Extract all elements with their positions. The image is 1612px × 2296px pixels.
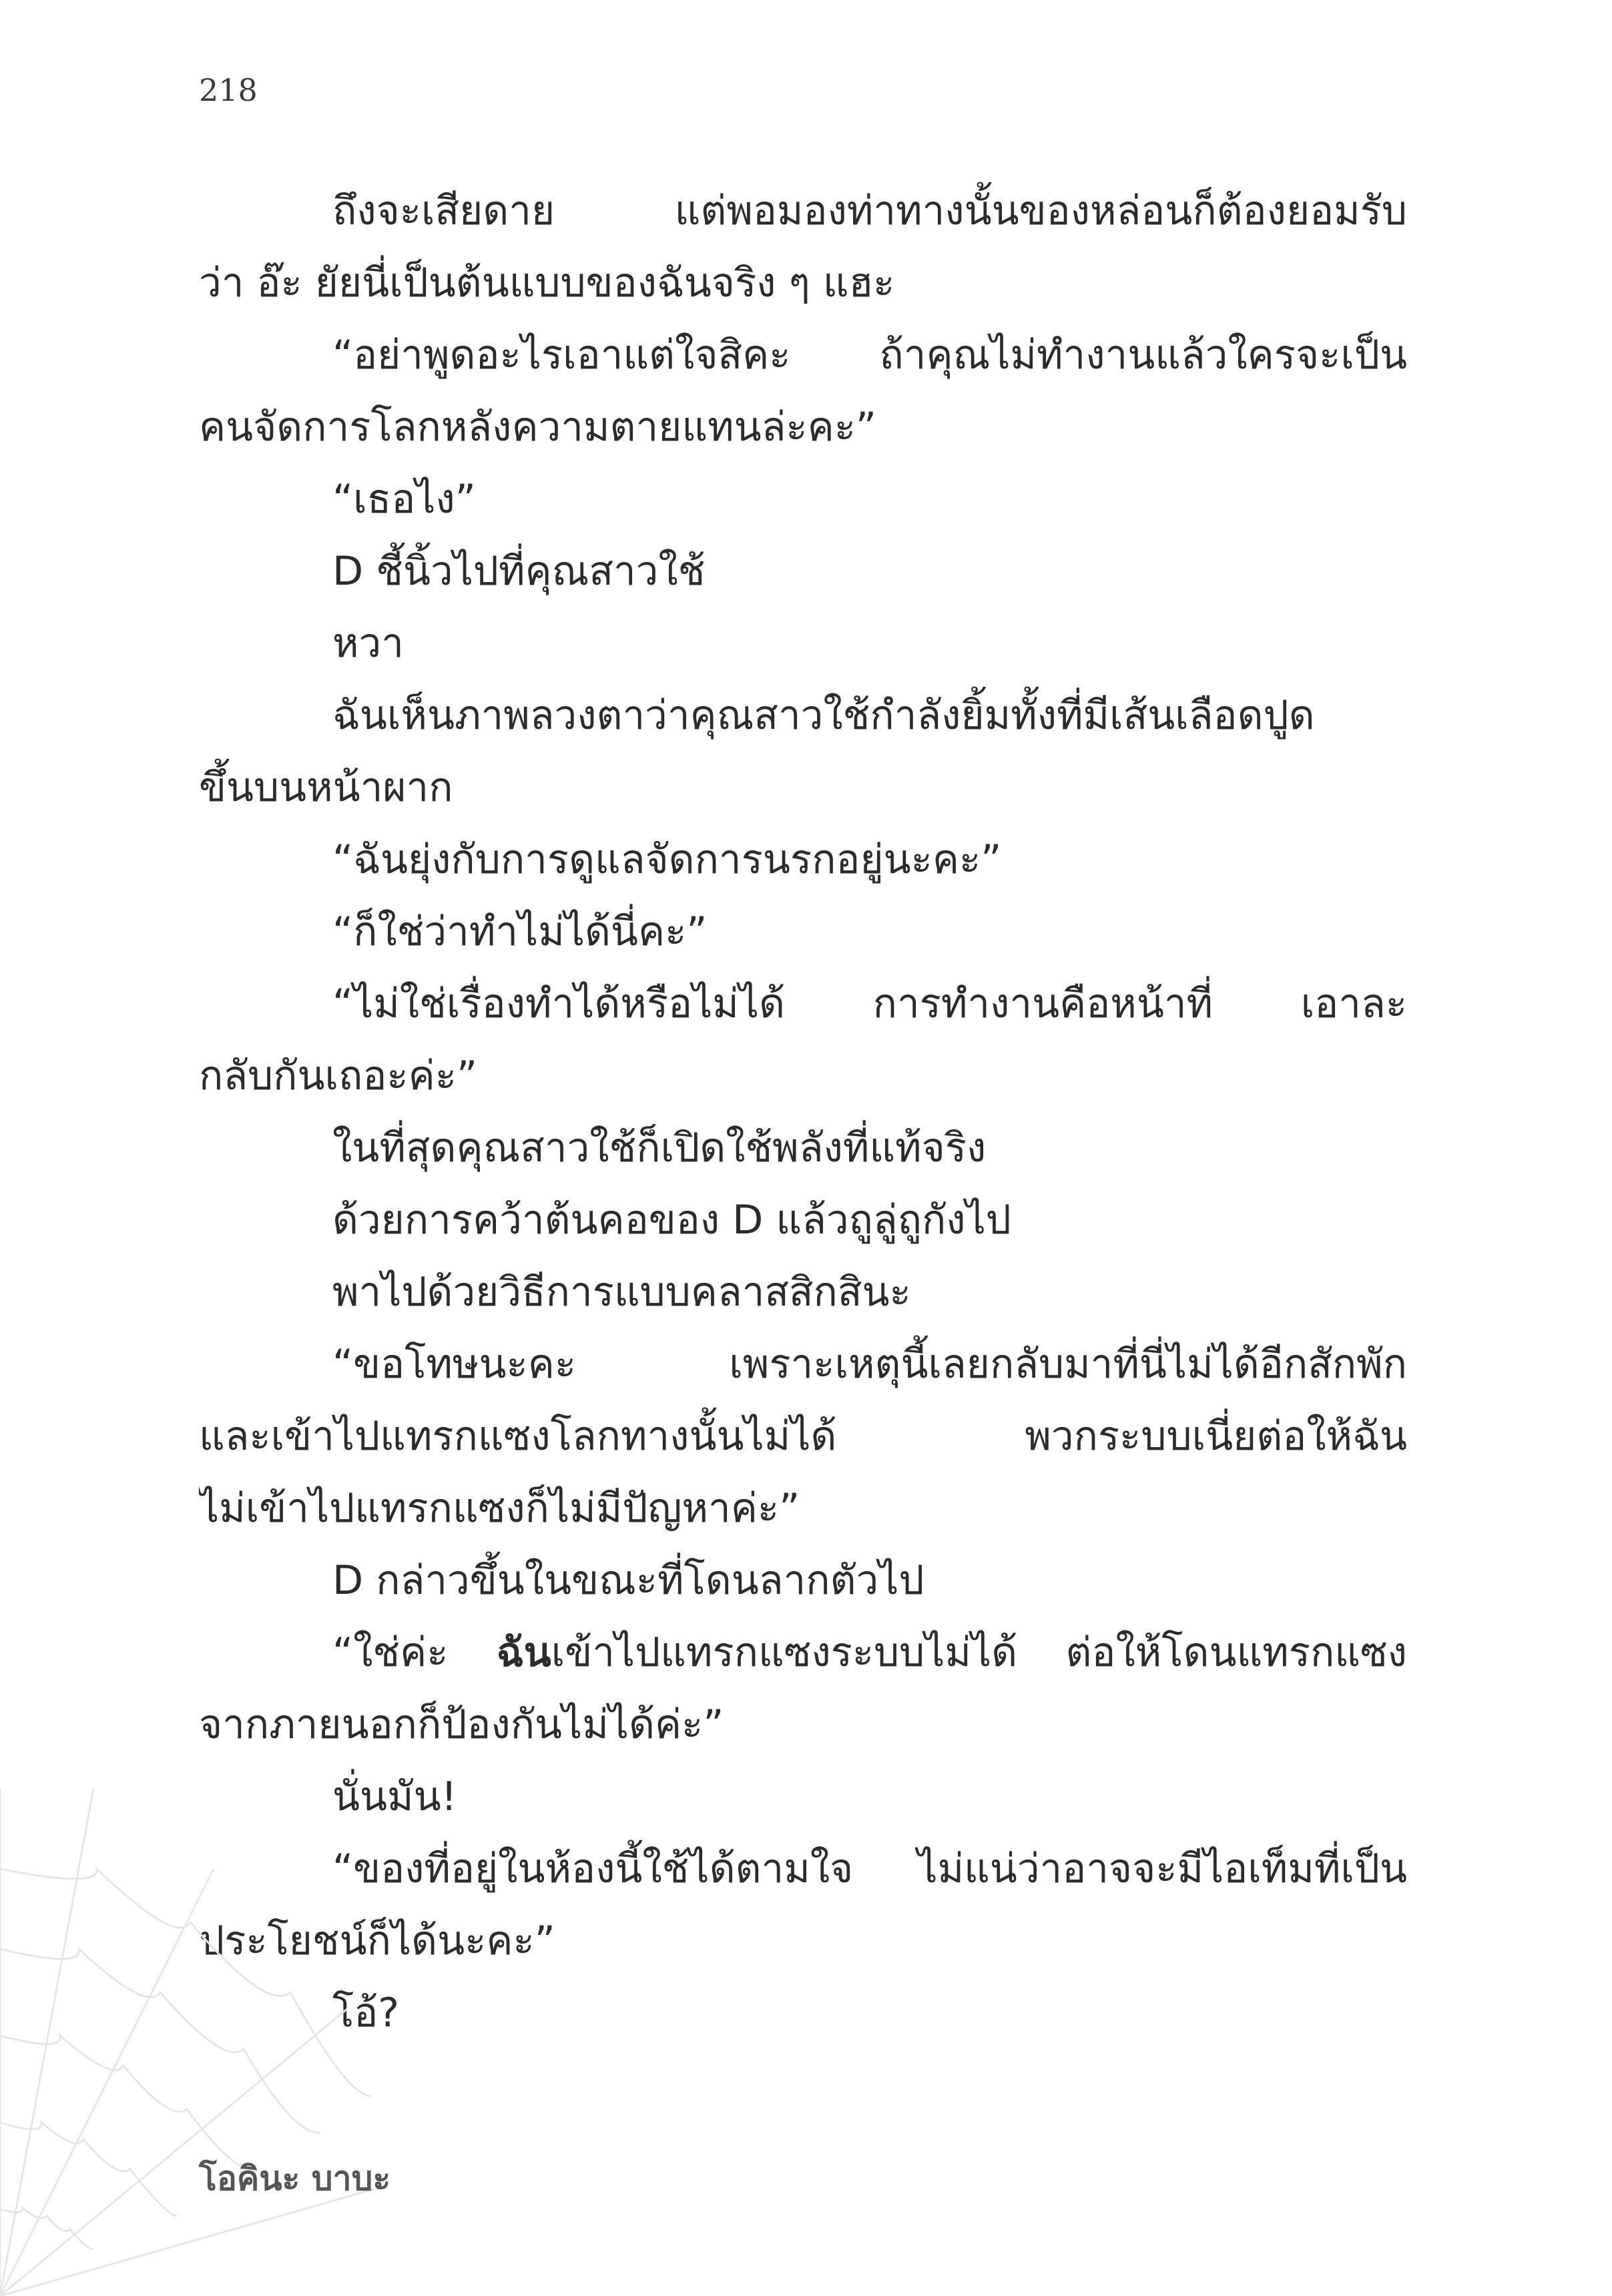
text-line bbox=[199, 896, 1407, 968]
text-line bbox=[199, 679, 1407, 752]
text-line bbox=[199, 1977, 1407, 2049]
text-line bbox=[199, 1689, 1407, 1761]
line-text: “ใช่ค่ะ bbox=[332, 1629, 497, 1676]
line-text: “ของที่อยู่ในห้องนี้ใช้ได้ตามใจ ไม่แน่ว่าอาจจะมีไอเท็มที่เป็น bbox=[332, 1845, 1407, 1892]
line-text: คนจัดการโลกหลังความตายแทนล่ะคะ” bbox=[199, 404, 877, 451]
line-text: ประโยชน์ก็ได้นะคะ” bbox=[199, 1918, 555, 1964]
text-line bbox=[199, 1400, 1407, 1472]
text-line bbox=[199, 1544, 1407, 1617]
text-line bbox=[199, 535, 1407, 607]
text-line bbox=[199, 391, 1407, 463]
text-line bbox=[199, 752, 1407, 824]
text-line bbox=[199, 247, 1407, 319]
line-text: ในที่สุดคุณสาวใช้ก็เปิดใช้พลังที่แท้จริง bbox=[332, 1125, 987, 1171]
body-text bbox=[199, 175, 1407, 2049]
line-text: โอ้? bbox=[332, 1990, 400, 2036]
line-text: “ขอโทษนะคะ เพราะเหตุนี้เลยกลับมาที่นี่ไม่ได้อีกสักพัก bbox=[332, 1341, 1407, 1388]
line-text: ไม่เข้าไปแทรกแซงก็ไม่มีปัญหาค่ะ” bbox=[199, 1485, 800, 1532]
text-line bbox=[199, 463, 1407, 535]
line-text: “อย่าพูดอะไรเอาแต่ใจสิคะ ถ้าคุณไม่ทำงานแล้วใครจะเป็น bbox=[332, 332, 1407, 378]
line-text: หวา bbox=[332, 620, 404, 667]
line-text: ฉันเห็นภาพลวงตาว่าคุณสาวใช้กำลังยิ้มทั้งที่มีเส้นเลือดปูด bbox=[332, 692, 1315, 739]
text-line bbox=[199, 1833, 1407, 1905]
line-text: “ฉันยุ่งกับการดูแลจัดการนรกอยู่นะคะ” bbox=[332, 836, 1002, 883]
text-line bbox=[199, 1040, 1407, 1112]
page-number: 218 bbox=[199, 72, 258, 108]
line-text: ขึ้นบนหน้าผาก bbox=[199, 764, 453, 811]
footer-author: โอคินะ บาบะ bbox=[199, 2159, 391, 2198]
text-line bbox=[199, 1905, 1407, 1977]
text-line bbox=[199, 1617, 1407, 1689]
text-line bbox=[199, 824, 1407, 896]
text-line bbox=[199, 1761, 1407, 1833]
line-text: ถึงจะเสียดาย แต่พอมองท่าทางนั้นของหล่อนก็ต้องยอมรับ bbox=[332, 188, 1407, 234]
text-line bbox=[199, 607, 1407, 679]
line-text: ด้วยการคว้าต้นคอของ D แล้วถูลู่ถูกังไป bbox=[332, 1197, 1011, 1243]
text-line bbox=[199, 968, 1407, 1040]
text-line bbox=[199, 175, 1407, 247]
line-text: D ชี้นิ้วไปที่คุณสาวใช้ bbox=[332, 548, 706, 595]
bold-word: ฉัน bbox=[496, 1629, 551, 1676]
line-text: “ก็ใช่ว่าทำไม่ได้นี่คะ” bbox=[332, 908, 708, 955]
line-text: ว่า อ๊ะ ยัยนี่เป็นต้นแบบของฉันจริง ๆ แฮะ bbox=[199, 260, 895, 306]
text-line bbox=[199, 319, 1407, 391]
line-text: D กล่าวขึ้นในขณะที่โดนลากตัวไป bbox=[332, 1557, 924, 1604]
line-text: และเข้าไปแทรกแซงโลกทางนั้นไม่ได้ พวกระบบเนี่ยต่อให้ฉัน bbox=[199, 1413, 1407, 1460]
spider-web-icon bbox=[0, 1789, 374, 2296]
text-line bbox=[199, 1472, 1407, 1544]
line-text-continued: เข้าไปแทรกแซงระบบไม่ได้ ต่อให้โดนแทรกแซง bbox=[551, 1629, 1407, 1676]
line-text: “ไม่ใช่เรื่องทำได้หรือไม่ได้ การทำงานคือหน้าที่ เอาละ bbox=[332, 980, 1407, 1027]
text-line bbox=[199, 1256, 1407, 1328]
line-text: นั่นมัน! bbox=[332, 1773, 457, 1820]
line-text: “เธอไง” bbox=[332, 476, 476, 523]
text-line bbox=[199, 1184, 1407, 1256]
line-text: พาไปด้วยวิธีการแบบคลาสสิกสินะ bbox=[332, 1269, 911, 1316]
line-text: จากภายนอกก็ป้องกันไม่ได้ค่ะ” bbox=[199, 1701, 724, 1748]
text-line bbox=[199, 1328, 1407, 1400]
text-line bbox=[199, 1112, 1407, 1184]
line-text: กลับกันเถอะค่ะ” bbox=[199, 1053, 478, 1099]
